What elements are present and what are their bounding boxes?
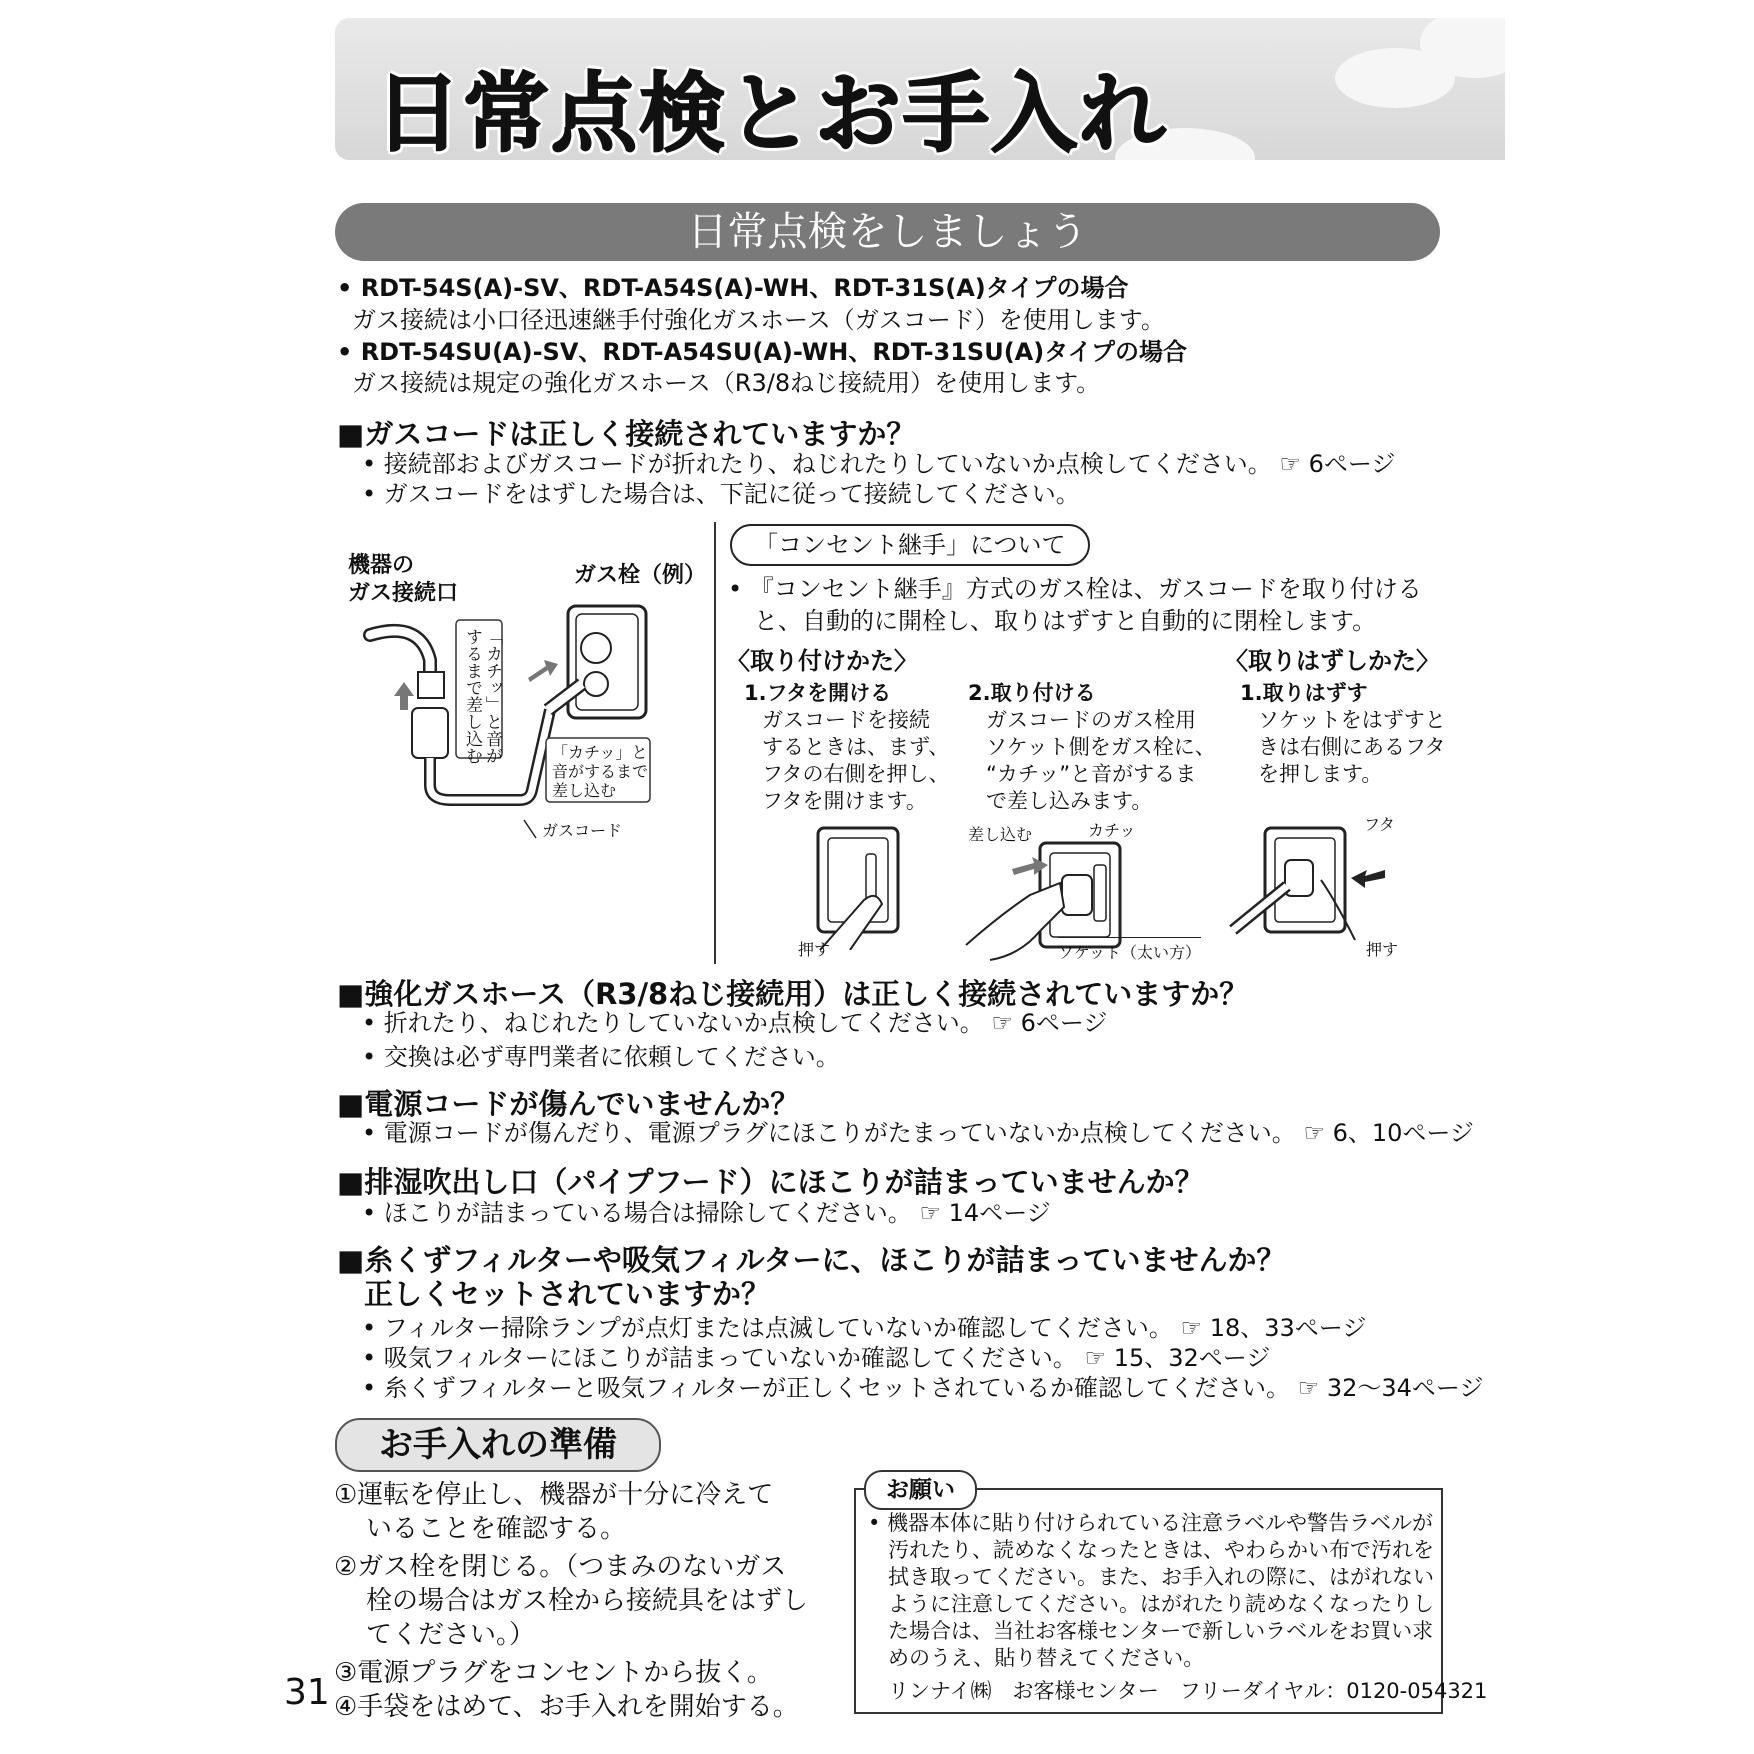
notice-tab: お願い: [864, 1470, 977, 1510]
step-line: するときは、まず、: [762, 735, 950, 759]
detach-heading: 〈取りはずしかた〉: [1224, 647, 1440, 675]
page-ref: 6ページ: [1308, 450, 1396, 478]
step-body: [968, 707, 1216, 815]
pointing-hand-icon: ☞: [991, 1009, 1013, 1037]
model-line-2: • RDT-54SU(A)-SV、RDT-A54SU(A)-WH、RDT-31SU(A)タイプの場合: [337, 336, 1187, 368]
contact-line: リンナイ㈱ お客様センター フリーダイヤル：0120-054321: [888, 1679, 1488, 1703]
check-heading-exhaust: ■排湿吹出し口（パイプフード）にほこりが詰まっていませんか？: [337, 1165, 1204, 1199]
check-heading-gas-cord: ■ガスコードは正しく接続されていますか？: [337, 417, 916, 451]
step-line: きは右側にあるフタ: [1258, 735, 1446, 759]
page-ref: 18、33ページ: [1209, 1314, 1367, 1342]
label-socket: ソケット（太い方）: [1058, 937, 1201, 963]
label-push: 押す: [798, 940, 831, 959]
callout-line: 「カチッ」と音が: [482, 628, 502, 764]
consent-desc-2: と、自動的に開栓し、取りはずすと自動的に閉栓します。: [754, 607, 1377, 635]
section-heading: 日常点検をしましょう: [335, 203, 1440, 261]
attach-heading: 〈取り付けかた〉: [726, 647, 918, 675]
callout-line: するまで差し込む: [462, 628, 482, 764]
prep-step-4: ④手袋をはめて、お手入れを開始する。: [334, 1692, 799, 1722]
callout-line: 「カチッ」と: [552, 743, 648, 762]
notice-line: 拭き取ってください。また、お手入れの際に、はがれない: [888, 1565, 1434, 1589]
notice-line: めのうえ、貼り替えてください。: [888, 1646, 1205, 1670]
check-item: [362, 1372, 1483, 1404]
notice-box: [854, 1488, 1488, 1714]
page-ref: 15、32ページ: [1113, 1344, 1271, 1372]
step-line: フタの右側を押し、: [762, 762, 950, 786]
page-ref: 14ページ: [948, 1199, 1051, 1227]
model-line-1: • RDT-54S(A)-SV、RDT-A54S(A)-WH、RDT-31S(A)タイプの場合: [337, 272, 1129, 304]
check-item: [362, 448, 1395, 480]
step-body: [744, 707, 950, 815]
check-item: [362, 1342, 1270, 1374]
check-heading-hose: ■強化ガスホース（R3/8ねじ接続用）は正しく接続されていますか？: [337, 977, 1249, 1011]
check-item: • ガスコードをはずした場合は、下記に従って接続してください。: [362, 478, 1080, 510]
step-line: ソケットをはずすと: [1258, 708, 1446, 732]
pointing-hand-icon: ☞: [1084, 1344, 1107, 1372]
prep-step-3: ③電源プラグをコンセントから抜く。: [334, 1658, 773, 1688]
pointing-hand-icon: ☞: [919, 1199, 941, 1227]
check-item-text: フィルター掃除ランプが点灯または点滅していないか確認してください。: [383, 1314, 1173, 1342]
prep-step-2-cont: てください。）: [366, 1620, 536, 1650]
callout-click-insert-2: [552, 743, 648, 800]
label-lid: フタ: [1364, 815, 1395, 834]
page-number: 31: [284, 1672, 330, 1713]
page-ref: 6ページ: [1020, 1009, 1108, 1037]
notice-line: 汚れたり、読めなくなったときは、やわらかい布で汚れを: [888, 1538, 1434, 1562]
step-line: ガスコードのガス栓用: [986, 708, 1196, 732]
callout-click-insert: [462, 628, 502, 764]
notice-body: [868, 1510, 1487, 1705]
notice-line: • 機器本体に貼り付けられている注意ラベルや警告ラベルが: [868, 1510, 1487, 1537]
check-item: • 交換は必ず専門業者に依頼してください。: [362, 1041, 840, 1073]
check-item: [362, 1117, 1474, 1149]
label-push: 押す: [1366, 940, 1399, 959]
pointing-hand-icon: ☞: [1180, 1314, 1203, 1342]
step-title: 2.取り付ける: [968, 681, 1096, 705]
pointing-hand-icon: ☞: [1279, 450, 1301, 478]
check-heading-power-cord: ■電源コードが傷んでいませんか？: [337, 1087, 800, 1121]
notice-line: ように注意してください。はがれたり読めなくなったりし: [888, 1592, 1434, 1616]
check-item-text: 吸気フィルターにほこりが詰まっていないか確認してください。: [383, 1344, 1077, 1372]
model-desc-1: ガス接続は小口径迅速継手付強化ガスホース（ガスコード）を使用します。: [352, 306, 1165, 334]
step-line: を押します。: [1258, 762, 1383, 786]
prep-step-1-cont: いることを確認する。: [366, 1514, 627, 1544]
prep-step-1: ①運転を停止し、機器が十分に冷えて: [334, 1480, 774, 1510]
notice-line: た場合は、当社お客様センターで新しいラベルをお買い求: [888, 1619, 1434, 1643]
prep-step-2-cont: 栓の場合はガス栓から接続具をはずし: [366, 1586, 809, 1616]
label-insert: 差し込む: [968, 825, 1033, 844]
fig-label-inlet-line: ガス接続口: [348, 581, 459, 606]
check-item-text: 電源コードが傷んだり、電源プラグにほこりがたまっていないか点検してください。: [383, 1119, 1296, 1147]
consent-joint-heading: 「コンセント継手」について: [730, 524, 1090, 566]
step-line: ソケット側をガス栓に、: [986, 735, 1216, 759]
detach-illustration: [1225, 820, 1395, 950]
open-lid-illustration: [800, 820, 910, 950]
check-heading-filters-2: 正しくセットされていますか？: [364, 1277, 771, 1311]
check-item-text: 接続部およびガスコードが折れたり、ねじれたりしていないか点検してください。: [383, 450, 1272, 478]
check-item-text: 糸くずフィルターと吸気フィルターが正しくセットされているか確認してください。: [383, 1374, 1291, 1402]
check-item-text: 折れたり、ねじれたりしていないか点検してください。: [383, 1009, 984, 1037]
pointing-hand-icon: ☞: [1297, 1374, 1320, 1402]
fig-label-inlet-line: 機器の: [348, 553, 415, 578]
step-line: で差し込みます。: [986, 789, 1153, 813]
callout-line: 差し込む: [552, 781, 617, 800]
divider: [714, 522, 716, 964]
fig-label-valve: ガス栓（例）: [574, 563, 707, 588]
step-title: 1.取りはずす: [1240, 681, 1368, 705]
step-body: [1240, 707, 1446, 788]
page-title: 日常点検とお手入れ: [375, 64, 1167, 164]
page-ref: 32～34ページ: [1326, 1374, 1484, 1402]
check-item-text: ほこりが詰まっている場合は掃除してください。: [383, 1199, 912, 1227]
prep-heading: お手入れの準備: [335, 1418, 661, 1472]
step-attach: [968, 680, 1216, 815]
check-heading-filters: ■糸くずフィルターや吸気フィルターに、ほこりが詰まっていませんか？: [337, 1243, 1286, 1277]
label-gas-cord: ガスコード: [542, 821, 623, 840]
consent-desc-1: • 『コンセント継手』方式のガス栓は、ガスコードを取り付ける: [728, 573, 1422, 605]
gas-connection-illustration: [360, 600, 680, 860]
check-item: [362, 1007, 1107, 1039]
prep-step-2: ②ガス栓を閉じる。（つまみのないガス: [334, 1552, 787, 1582]
model-desc-2: ガス接続は規定の強化ガスホース（R3/8ねじ接続用）を使用します。: [352, 369, 1101, 397]
step-title: 1.フタを開ける: [744, 681, 892, 705]
step-detach: [1240, 680, 1446, 788]
step-line: フタを開けます。: [762, 789, 927, 813]
step-line: “カチッ”と音がするま: [986, 762, 1197, 786]
page-ref: 6、10ページ: [1332, 1119, 1474, 1147]
callout-line: 音がするまで: [552, 762, 649, 781]
check-item: [362, 1197, 1051, 1229]
step-line: ガスコードを接続: [762, 708, 930, 732]
pointing-hand-icon: ☞: [1303, 1119, 1325, 1147]
step-open-lid: [744, 680, 950, 815]
label-click: カチッ: [1088, 821, 1136, 840]
check-item: [362, 1312, 1366, 1344]
